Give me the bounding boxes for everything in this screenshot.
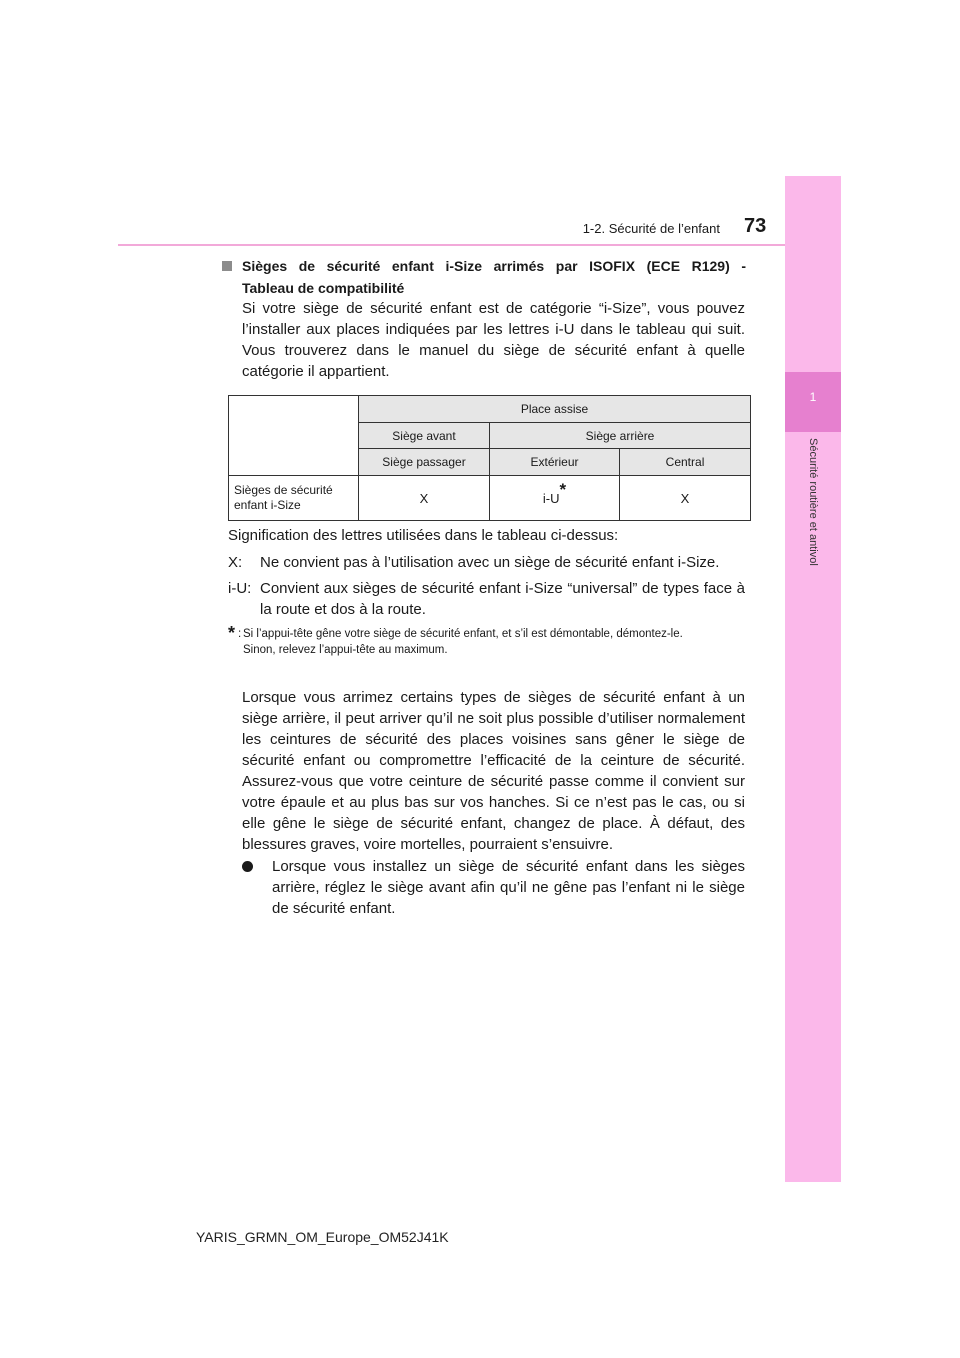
- table-cell-exterior-text: i-U: [542, 490, 560, 506]
- footnote-colon: :: [238, 628, 242, 640]
- intro-paragraph: Si votre siège de sécurité enfant est de catégorie “i-Size”, vous pouvez l’installer aux places indiquées par les lettres i-U dans le tableau qui suit. Vous trouverez dans le manuel du siège de sécurité enfant à quelle catégorie il appartient.: [242, 300, 745, 380]
- document-code: YARIS_GRMN_OM_Europe_OM52J41K: [196, 1229, 449, 1245]
- table-cell-passenger: X: [359, 476, 490, 521]
- running-header-section: 1-2. Sécurité de l’enfant: [582, 221, 720, 236]
- section-heading-line2: Tableau de compatibilité: [242, 280, 405, 296]
- footnote-text: [243, 626, 746, 658]
- chapter-number: 1: [809, 390, 817, 404]
- table-header-rear: Siège arrière: [490, 423, 751, 449]
- chapter-side-tab: [785, 176, 841, 1182]
- table-subheader-exterior: Extérieur: [490, 449, 620, 476]
- footnote-asterisk: *: [228, 623, 236, 643]
- table-header-front: Siège avant: [359, 423, 490, 449]
- compatibility-table: [228, 395, 751, 521]
- table-header-seating: Place assise: [359, 396, 751, 423]
- table-subheader-passenger: Siège passager: [359, 449, 490, 476]
- table-row-label: Sièges de sécurité enfant i-Size: [229, 476, 359, 521]
- page-number: 73: [744, 215, 767, 237]
- asterisk-mark: *: [559, 480, 567, 500]
- footnote-line1: Si l’appui-tête gêne votre siège de sécurité enfant, et s’il est démontable, démontez-le.: [243, 628, 683, 640]
- legend-key-iu: i-U:: [228, 580, 252, 597]
- warning-paragraph: Lorsque vous arrimez certains types de sièges de sécurité enfant à un siège arrière, il peut arriver qu’il ne soit plus possible d’utiliser normalement les ceintures de sécurité des places voisines sans gêner le siège de sécurité enfant ou compromettre l’efficacité de la ceinture de sécurité. Assurez-vous que votre ceinture de sécurité passe comme il convient sur votre épaule et au plus bas sur vos hanches. Si ce n’est pas le cas, ou si elle gêne le siège de sécurité enfant, changez de place. À défaut, des blessures graves, voire mortelles, pourraient s’ensuivre.: [242, 689, 745, 853]
- chapter-title: Sécurité routière et antivol: [807, 438, 819, 566]
- legend-key-x: X:: [228, 554, 243, 571]
- legend-desc-x: Ne convient pas à l’utilisation avec un siège de sécurité enfant i-Size.: [260, 554, 720, 571]
- table-cell-central: X: [620, 476, 751, 521]
- bullet-dot-icon: [242, 861, 253, 872]
- square-bullet-icon: [222, 261, 232, 271]
- table-cell-exterior: [490, 476, 620, 521]
- bullet-text: Lorsque vous installez un siège de sécurité enfant dans les sièges arrière, réglez le siège avant afin qu’il ne gêne pas l’enfant ni le siège de sécurité enfant.: [272, 858, 745, 917]
- footnote-line2: Sinon, relevez l’appui-tête au maximum.: [243, 644, 448, 656]
- legend-desc-iu: Convient aux sièges de sécurité enfant i-Size “universal” de types face à la route et dos à la route.: [260, 580, 745, 618]
- header-rule: [118, 244, 840, 246]
- table-subheader-central: Central: [620, 449, 751, 476]
- table-corner-cell: [229, 396, 359, 476]
- section-heading-line1: Sièges de sécurité enfant i-Size arrimés par ISOFIX (ECE R129) -: [242, 258, 746, 274]
- legend-intro: Signification des lettres utilisées dans le tableau ci-dessus:: [228, 527, 619, 544]
